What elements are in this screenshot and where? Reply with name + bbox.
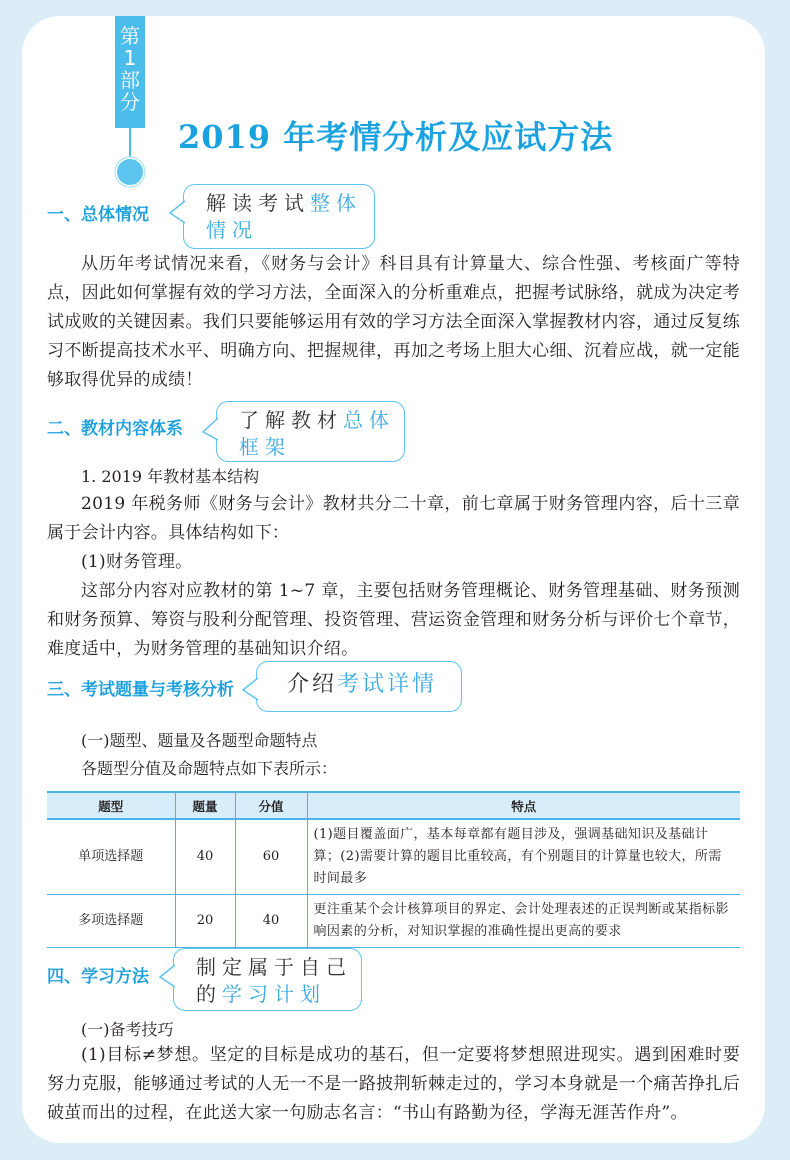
cell-features: 更注重某个会计核算项目的界定、会计处理表述的正误判断或某指标影响因素的分析，对知识掌握的准确性提出更高的要求 (307, 895, 740, 948)
tab-connector-line (129, 128, 131, 162)
part-tab-char: 部 (120, 68, 140, 92)
part-tab-char: 分 (120, 90, 140, 114)
bubble-highlight: 框架 (239, 435, 291, 459)
speech-bubble-textbook (216, 401, 405, 462)
cell-count: 20 (175, 895, 235, 948)
part-tab (115, 16, 145, 128)
question-type-table (47, 791, 740, 948)
bubble-highlight: 考试详情 (337, 672, 438, 697)
subheading: (一)题型、题量及各题型命题特点 (81, 731, 318, 750)
column-header: 题型 (47, 792, 175, 819)
part-tab-char: 1 (123, 46, 137, 70)
bubble-text: 介绍 (287, 672, 338, 697)
paragraph: (1)财务管理。 (81, 552, 193, 572)
section-heading-textbook: 二、教材内容体系 (47, 419, 183, 439)
cell-type: 多项选择题 (47, 895, 175, 948)
speech-bubble-exam (256, 661, 462, 712)
paragraph: 这部分内容对应教材的第 1~7 章，主要包括财务管理概论、财务管理基础、财务预测和财务预算、筹资与股利分配管理、投资管理、营运资金管理和财务分析与评价七个章节，难度适中，为财务管理的基础知识介绍。 (47, 581, 740, 659)
circle-dot-icon (117, 159, 143, 185)
table-row (47, 819, 740, 895)
speech-bubble-overview (183, 184, 375, 249)
bubble-highlight: 整体 (310, 191, 362, 215)
section-heading-overview: 一、总体情况 (47, 205, 149, 225)
bubble-highlight: 学习计划 (222, 982, 326, 1006)
bubble-text: 解读考试 (206, 191, 310, 215)
cell-count: 40 (175, 819, 235, 895)
column-header: 特点 (307, 792, 740, 819)
cell-features: (1)题目覆盖面广，基本每章都有题目涉及，强调基础知识及基础计算；(2)需要计算的题目比重较高，有个别题目的计算量也较大，所需时间最多 (307, 819, 740, 895)
bubble-text: 了解教材 (239, 408, 343, 432)
paragraph: 从历年考试情况来看，《财务与会计》科目具有计算量大、综合性强、考核面广等特点，因此如何掌握有效的学习方法，全面深入的分析重难点，把握考试脉络，就成为决定考试成败的关键因素。我们只要能够运用有效的学习方法全面深入掌握教材内容，通过反复练习不断提高技术水平、明确方向、把握规律，再加之考场上胆大心细、沉着应战，就一定能够取得优异的成绩！ (47, 254, 740, 390)
paragraph: 2019 年税务师《财务与会计》教材共分二十章，前七章属于财务管理内容，后十三章属于会计内容。具体结构如下： (47, 494, 740, 543)
section-heading-study: 四、学习方法 (47, 967, 149, 987)
table-intro: 各题型分值及命题特点如下表所示： (81, 759, 338, 778)
column-header: 题量 (175, 792, 235, 819)
bubble-highlight: 总体 (343, 408, 395, 432)
subheading: 1. 2019 年教材基本结构 (81, 467, 260, 486)
speech-bubble-study (173, 948, 362, 1011)
bubble-text: 制定属于自己 (196, 955, 352, 979)
subheading: (一)备考技巧 (81, 1020, 174, 1039)
part-tab-char: 第 (120, 24, 140, 48)
section-heading-exam: 三、考试题量与考核分析 (47, 680, 234, 700)
table-row (47, 895, 740, 948)
page-title: 2019 年考情分析及应试方法 (178, 118, 614, 156)
paragraph: (1)目标≠梦想。坚定的目标是成功的基石，但一定要将梦想照进现实。遇到困难时要努力克服，能够通过考试的人无一不是一路披荆斩棘走过的，学习本身就是一个痛苦挣扎后破茧而出的过程，在此送大家一句励志名言：“书山有路勤为径，学海无涯苦作舟”。 (47, 1045, 740, 1123)
column-header: 分值 (235, 792, 307, 819)
cell-type: 单项选择题 (47, 819, 175, 895)
cell-score: 60 (235, 819, 307, 895)
bubble-text: 的 (196, 982, 222, 1006)
cell-score: 40 (235, 895, 307, 948)
bubble-highlight: 情况 (206, 218, 258, 242)
table-header-row (47, 792, 740, 819)
